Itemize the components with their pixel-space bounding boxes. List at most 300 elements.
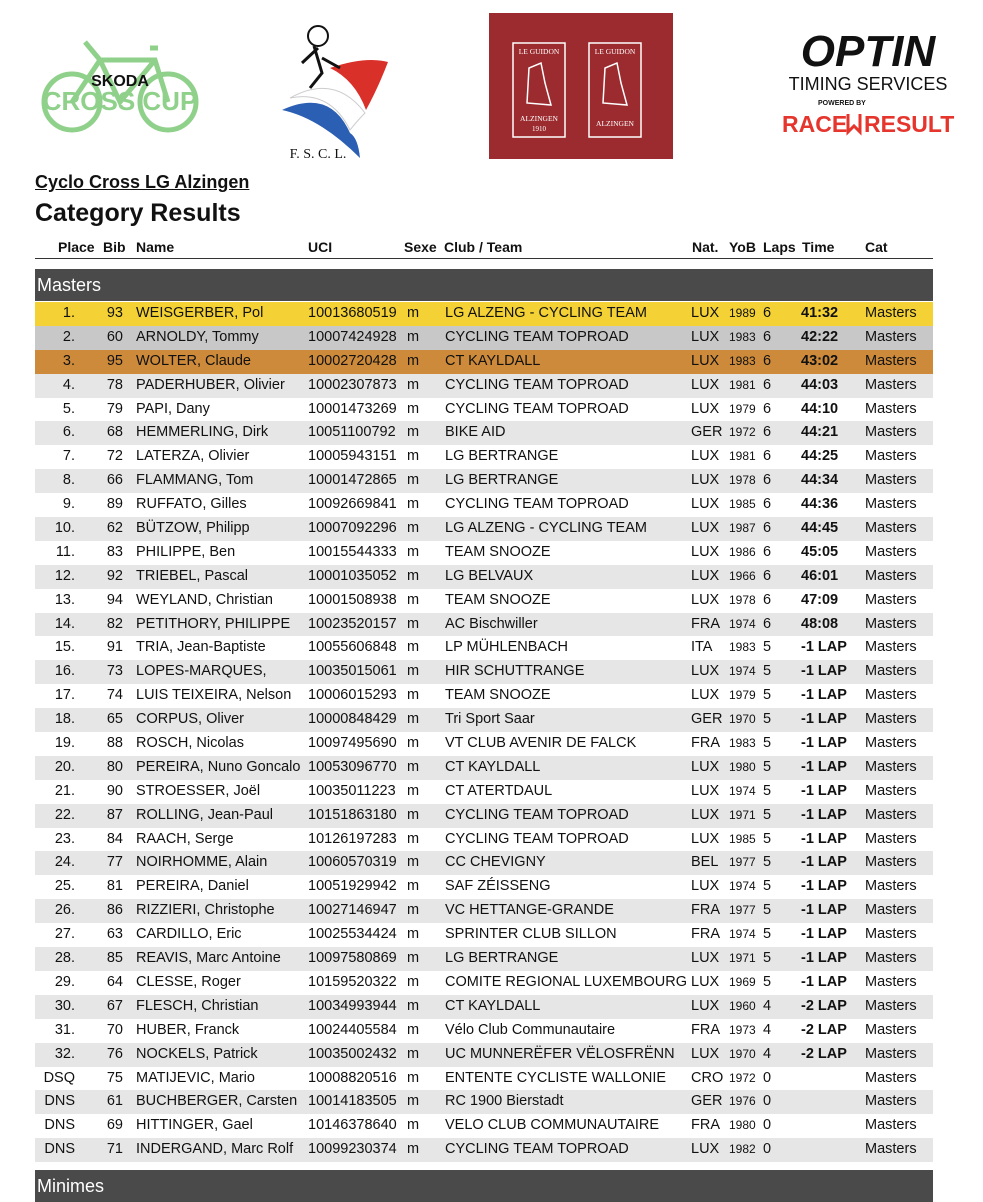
cell-laps: 5	[763, 735, 772, 752]
cell-bib: 73	[106, 663, 123, 680]
cell-yob: 1981	[729, 449, 756, 464]
optin-race-result-logo	[778, 26, 958, 141]
cell-nat: LUX	[691, 328, 720, 345]
cell-uci: 10035002432	[308, 1045, 397, 1062]
cell-uci: 10051100792	[308, 424, 396, 441]
cell-uci: 10097580869	[308, 950, 397, 967]
table-row	[35, 1067, 933, 1091]
cell-cat: Masters	[865, 496, 917, 513]
cell-club: RC 1900 Bierstadt	[445, 1093, 564, 1110]
cell-place: 29.	[54, 973, 75, 990]
cell-laps: 5	[763, 902, 772, 919]
cell-uci: 10007092296	[308, 520, 397, 537]
cell-name: WEISGERBER, Pol	[136, 305, 264, 321]
table-row	[35, 995, 933, 1019]
cell-club: CT KAYLDALL	[445, 352, 541, 369]
table-row	[35, 828, 933, 852]
table-row	[35, 541, 933, 565]
cell-place: 10.	[54, 520, 75, 537]
cell-sex: m	[407, 1117, 420, 1134]
cell-cat: Masters	[865, 806, 917, 823]
cell-nat: LUX	[691, 782, 720, 799]
cell-laps: 4	[763, 997, 772, 1014]
cell-name: WEYLAND, Christian	[136, 591, 273, 608]
table-row	[35, 421, 933, 445]
cell-place: 14.	[54, 615, 75, 632]
header-laps: Laps	[763, 239, 796, 255]
table-row	[35, 326, 933, 350]
cell-cat: Masters	[865, 926, 917, 943]
cell-club: CYCLING TEAM TOPROAD	[445, 400, 629, 417]
cell-cat: Masters	[865, 376, 917, 393]
cell-uci: 10024405584	[308, 1021, 397, 1038]
cell-name: LUIS TEIXEIRA, Nelson	[136, 687, 292, 704]
table-row	[35, 589, 933, 613]
cell-yob: 1974	[729, 927, 756, 942]
cell-name: TRIA, Jean-Baptiste	[136, 639, 266, 656]
cell-club: UC MUNNERËFER VËLOSFRËNN	[445, 1045, 675, 1062]
cell-sex: m	[407, 1045, 420, 1062]
cell-nat: LUX	[691, 687, 720, 704]
cell-nat: LUX	[691, 878, 720, 895]
cell-place: 28.	[54, 950, 75, 967]
table-row	[35, 780, 933, 804]
cell-bib: 88	[106, 735, 123, 752]
cell-time: -1 LAP	[801, 806, 847, 823]
cell-name: PHILIPPE, Ben	[136, 543, 236, 560]
cell-name: FLAMMANG, Tom	[136, 472, 254, 489]
cell-yob: 1983	[729, 353, 756, 368]
cell-name: PAPI, Dany	[136, 400, 210, 417]
cell-bib: 72	[106, 448, 123, 465]
cell-sex: m	[407, 735, 420, 752]
cell-nat: LUX	[691, 950, 720, 967]
cell-sex: m	[407, 543, 420, 560]
cell-uci: 10027146947	[308, 902, 397, 919]
cell-uci: 10007424928	[308, 328, 397, 345]
table-row	[35, 517, 933, 541]
cell-uci: 10014183505	[308, 1093, 397, 1110]
cell-club: CT KAYLDALL	[445, 997, 541, 1014]
cell-yob: 1960	[729, 998, 756, 1013]
cell-place: 32.	[54, 1045, 75, 1062]
cell-laps: 0	[763, 1093, 772, 1110]
cell-sex: m	[407, 830, 420, 847]
cell-sex: m	[407, 1141, 420, 1158]
cell-laps: 5	[763, 806, 772, 823]
cell-uci: 10001472865	[308, 472, 397, 489]
race-text: RACE	[782, 111, 848, 137]
cell-uci: 10005943151	[308, 448, 397, 465]
cell-uci: 10053096770	[308, 758, 397, 775]
cell-laps: 6	[763, 352, 772, 369]
guidon-left-top: LE GUIDON	[518, 47, 560, 56]
table-row	[35, 1090, 933, 1114]
cell-sex: m	[407, 878, 420, 895]
cell-nat: LUX	[691, 830, 720, 847]
cell-time: -1 LAP	[801, 950, 847, 967]
cell-bib: 84	[106, 830, 123, 847]
cell-time: 43:02	[801, 352, 839, 369]
cell-uci: 10001035052	[308, 567, 397, 584]
cell-club: CT ATERTDAUL	[445, 782, 553, 799]
cell-cat: Masters	[865, 1021, 917, 1038]
cell-club: LP MÜHLENBACH	[445, 639, 569, 656]
cell-place: DSQ	[43, 1069, 75, 1086]
cell-bib: 60	[106, 328, 123, 345]
cell-nat: GER	[691, 1093, 723, 1110]
skoda-cross-cup-logo	[40, 30, 200, 140]
cell-laps: 4	[763, 1045, 772, 1062]
cell-cat: Masters	[865, 543, 917, 560]
cell-uci: 10025534424	[308, 926, 397, 943]
cell-place: 30.	[54, 997, 75, 1014]
cell-yob: 1983	[729, 640, 756, 655]
cell-yob: 1980	[729, 759, 756, 774]
cell-yob: 1972	[729, 425, 756, 440]
cell-cat: Masters	[865, 1117, 917, 1134]
cell-bib: 83	[106, 543, 123, 560]
cell-club: CYCLING TEAM TOPROAD	[445, 496, 629, 513]
cell-nat: LUX	[691, 376, 720, 393]
cell-sex: m	[407, 1093, 420, 1110]
cell-yob: 1989	[729, 306, 756, 320]
cell-bib: 62	[106, 520, 123, 537]
cell-nat: LUX	[691, 352, 720, 369]
cell-club: CYCLING TEAM TOPROAD	[445, 1141, 629, 1158]
cell-nat: LUX	[691, 806, 720, 823]
cell-uci: 10151863180	[308, 806, 397, 823]
guidon-left-bottom: ALZINGEN	[520, 114, 558, 123]
cell-bib: 77	[106, 854, 123, 871]
cell-time: 44:25	[801, 448, 839, 465]
cell-yob: 1966	[729, 568, 756, 583]
cell-uci: 10035015061	[308, 663, 397, 680]
cell-name: PEREIRA, Daniel	[136, 878, 249, 895]
cell-club: BIKE AID	[445, 424, 506, 441]
cell-club: CYCLING TEAM TOPROAD	[445, 830, 629, 847]
cell-name: RUFFATO, Gilles	[136, 496, 247, 513]
cell-place: 11.	[55, 543, 75, 560]
cell-uci: 10001473269	[308, 400, 397, 417]
cell-cat: Masters	[865, 687, 917, 704]
cell-club: LG BERTRANGE	[445, 448, 559, 465]
cell-club: AC Bischwiller	[445, 615, 538, 632]
cell-bib: 93	[106, 305, 123, 321]
cell-club: LG BELVAUX	[445, 567, 534, 584]
cell-time: -2 LAP	[801, 1045, 847, 1062]
cell-nat: LUX	[691, 973, 720, 990]
table-row	[35, 398, 933, 422]
table-row	[35, 971, 933, 995]
cell-uci: 10023520157	[308, 615, 397, 632]
cell-laps: 6	[763, 543, 772, 560]
cell-cat: Masters	[865, 615, 917, 632]
table-row	[35, 923, 933, 947]
optin-brand-text: OPTIN	[800, 27, 936, 76]
cell-place: 16.	[54, 663, 75, 680]
cell-laps: 6	[763, 567, 772, 584]
cell-laps: 6	[763, 328, 772, 345]
cell-nat: GER	[691, 424, 723, 441]
cell-time: 44:21	[801, 424, 839, 441]
table-row	[35, 804, 933, 828]
table-row	[35, 469, 933, 493]
cell-name: LOPES-MARQUES,	[136, 663, 267, 680]
cell-yob: 1978	[729, 592, 756, 607]
cell-sex: m	[407, 806, 420, 823]
cell-place: DNS	[44, 1093, 75, 1110]
cell-sex: m	[407, 1069, 420, 1086]
cell-club: CYCLING TEAM TOPROAD	[445, 328, 629, 345]
cell-sex: m	[407, 400, 420, 417]
cell-nat: LUX	[691, 758, 720, 775]
table-row	[35, 350, 933, 374]
cell-place: 24.	[54, 854, 75, 871]
cell-cat: Masters	[865, 711, 917, 728]
cell-sex: m	[407, 496, 420, 513]
cell-time: -1 LAP	[801, 687, 847, 704]
cell-club: LG BERTRANGE	[445, 472, 559, 489]
cell-time: 47:09	[801, 591, 839, 608]
cell-cat: Masters	[865, 1141, 917, 1158]
cell-yob: 1971	[729, 807, 756, 822]
cell-nat: LUX	[691, 1141, 720, 1158]
cell-bib: 69	[106, 1117, 123, 1134]
cell-laps: 6	[763, 472, 772, 489]
cell-laps: 5	[763, 687, 772, 704]
table-row	[35, 445, 933, 469]
cell-club: TEAM SNOOZE	[445, 591, 551, 608]
cell-name: HEMMERLING, Dirk	[136, 424, 269, 441]
page-title: Category Results	[35, 199, 241, 227]
sponsor-logos	[0, 0, 983, 170]
cell-laps: 5	[763, 854, 772, 871]
cell-uci: 10126197283	[308, 830, 397, 847]
cell-yob: 1969	[729, 974, 756, 989]
cell-place: 12.	[54, 567, 75, 584]
cell-name: HITTINGER, Gael	[136, 1117, 253, 1134]
cell-name: RAACH, Serge	[136, 830, 234, 847]
cell-place: 1.	[62, 305, 75, 321]
cell-cat: Masters	[865, 472, 917, 489]
cell-place: 8.	[62, 472, 75, 489]
cell-name: NOCKELS, Patrick	[136, 1045, 258, 1062]
cell-yob: 1970	[729, 1046, 756, 1061]
cell-name: PADERHUBER, Olivier	[136, 376, 285, 393]
cell-nat: CRO	[691, 1069, 724, 1086]
cell-yob: 1972	[729, 1070, 756, 1085]
cell-sex: m	[407, 520, 420, 537]
cell-time: 48:08	[801, 615, 839, 632]
cell-nat: FRA	[691, 926, 720, 943]
cell-nat: BEL	[691, 854, 719, 871]
table-row	[35, 756, 933, 780]
cell-time: -2 LAP	[801, 997, 847, 1014]
cell-nat: FRA	[691, 902, 720, 919]
table-row	[35, 613, 933, 637]
cell-place: DNS	[44, 1141, 75, 1158]
cell-place: DNS	[44, 1117, 75, 1134]
cell-time: -1 LAP	[801, 854, 847, 871]
cell-name: CORPUS, Oliver	[136, 711, 244, 728]
cell-cat: Masters	[865, 520, 917, 537]
cell-yob: 1977	[729, 903, 756, 918]
cell-place: 2.	[62, 328, 75, 345]
cell-yob: 1985	[729, 497, 756, 512]
cell-uci: 10035011223	[308, 782, 396, 799]
cell-name: CARDILLO, Eric	[136, 926, 242, 943]
cross-cup-text: CROSS CUP	[42, 86, 198, 116]
cell-laps: 5	[763, 926, 772, 943]
cell-nat: LUX	[691, 997, 720, 1014]
cell-place: 18.	[54, 711, 75, 728]
cell-cat: Masters	[865, 352, 917, 369]
section-title: Minimes	[37, 1176, 105, 1196]
cell-yob: 1974	[729, 783, 756, 798]
cell-laps: 0	[763, 1117, 772, 1134]
timing-services-text: TIMING SERVICES	[788, 74, 948, 94]
table-row	[35, 302, 933, 326]
cell-bib: 91	[106, 639, 123, 656]
header-club: Club / Team	[444, 239, 523, 255]
cell-place: 13.	[54, 591, 75, 608]
cell-name: MATIJEVIC, Mario	[136, 1069, 255, 1086]
cell-cat: Masters	[865, 830, 917, 847]
cell-sex: m	[407, 950, 420, 967]
cell-bib: 94	[106, 591, 123, 608]
cell-yob: 1977	[729, 855, 756, 870]
cell-cat: Masters	[865, 973, 917, 990]
cell-bib: 61	[106, 1093, 123, 1110]
cell-laps: 6	[763, 496, 772, 513]
cell-place: 15.	[54, 639, 75, 656]
cell-laps: 6	[763, 400, 772, 417]
cell-place: 5.	[62, 400, 75, 417]
cell-club: VT CLUB AVENIR DE FALCK	[445, 735, 637, 752]
header-yob: YoB	[729, 239, 756, 255]
table-row	[35, 493, 933, 517]
cell-bib: 64	[106, 973, 123, 990]
cell-name: LATERZA, Olivier	[136, 448, 250, 465]
cell-bib: 75	[106, 1069, 123, 1086]
cell-club: CYCLING TEAM TOPROAD	[445, 806, 629, 823]
guidon-right-bottom: ALZINGEN	[596, 119, 634, 128]
cell-yob: 1974	[729, 664, 756, 679]
cell-bib: 68	[106, 424, 123, 441]
cell-laps: 6	[763, 615, 772, 632]
results-table-header	[0, 239, 983, 258]
cell-nat: LUX	[691, 400, 720, 417]
cell-sex: m	[407, 615, 420, 632]
cell-nat: LUX	[691, 543, 720, 560]
table-row	[35, 1043, 933, 1067]
cell-laps: 6	[763, 448, 772, 465]
cell-nat: ITA	[691, 639, 713, 656]
cell-cat: Masters	[865, 1045, 917, 1062]
cell-club: HIR SCHUTTRANGE	[445, 663, 585, 680]
cell-nat: LUX	[691, 663, 720, 680]
cell-name: INDERGAND, Marc Rolf	[136, 1141, 294, 1158]
cell-time: -1 LAP	[801, 878, 847, 895]
cell-bib: 67	[106, 997, 123, 1014]
cell-yob: 1987	[729, 521, 756, 536]
cell-place: 19.	[54, 735, 75, 752]
cell-cat: Masters	[865, 639, 917, 656]
cell-cat: Masters	[865, 448, 917, 465]
cell-place: 9.	[62, 496, 75, 513]
cell-nat: GER	[691, 711, 723, 728]
cell-club: Vélo Club Communautaire	[445, 1021, 616, 1038]
cell-laps: 6	[763, 591, 772, 608]
cell-laps: 5	[763, 758, 772, 775]
cell-sex: m	[407, 591, 420, 608]
table-row	[35, 899, 933, 923]
cell-place: 7.	[62, 448, 75, 465]
cell-yob: 1976	[729, 1094, 756, 1109]
cell-name: STROESSER, Joël	[136, 782, 261, 799]
cell-time: 44:03	[801, 376, 839, 393]
cell-club: CC CHEVIGNY	[445, 854, 546, 871]
cell-time: -1 LAP	[801, 782, 847, 799]
cell-laps: 0	[763, 1141, 772, 1158]
cell-laps: 5	[763, 830, 772, 847]
cell-name: ARNOLDY, Tommy	[136, 328, 259, 345]
cell-time: 46:01	[801, 567, 839, 584]
cell-cat: Masters	[865, 663, 917, 680]
cell-bib: 82	[106, 615, 123, 632]
cell-club: COMITE REGIONAL LUXEMBOURG	[445, 973, 687, 990]
cell-bib: 65	[106, 711, 123, 728]
cell-club: SAF ZÉISSENG	[445, 878, 551, 895]
section-minimes	[35, 1170, 933, 1202]
table-row	[35, 875, 933, 899]
cell-uci: 10001508938	[308, 591, 397, 608]
cell-sex: m	[407, 352, 420, 369]
cell-place: 17.	[54, 687, 75, 704]
cell-place: 25.	[54, 878, 75, 895]
cell-laps: 5	[763, 950, 772, 967]
cell-time: 44:36	[801, 496, 839, 513]
cell-time: 44:45	[801, 520, 839, 537]
cell-laps: 6	[763, 424, 772, 441]
cell-name: ROSCH, Nicolas	[136, 735, 244, 752]
cell-bib: 81	[106, 878, 123, 895]
cell-yob: 1971	[729, 951, 756, 966]
cell-bib: 74	[106, 687, 123, 704]
cell-place: 23.	[54, 830, 75, 847]
cell-time: -1 LAP	[801, 639, 847, 656]
header-name: Name	[136, 239, 175, 255]
cell-nat: LUX	[691, 448, 720, 465]
cell-uci: 10060570319	[308, 854, 397, 871]
cell-nat: LUX	[691, 305, 720, 321]
cell-uci: 10055606848	[308, 639, 397, 656]
cell-sex: m	[407, 687, 420, 704]
event-title[interactable]: Cyclo Cross LG Alzingen	[35, 172, 250, 192]
cell-uci: 10034993944	[308, 997, 397, 1014]
table-row	[35, 851, 933, 875]
cell-cat: Masters	[865, 591, 917, 608]
header-divider	[35, 258, 933, 259]
cell-time: -1 LAP	[801, 663, 847, 680]
cell-bib: 92	[106, 567, 123, 584]
header-bib: Bib	[103, 239, 126, 255]
cell-bib: 76	[106, 1045, 123, 1062]
cell-sex: m	[407, 305, 420, 321]
cell-name: BÜTZOW, Philipp	[136, 520, 250, 537]
cell-cat: Masters	[865, 997, 917, 1014]
